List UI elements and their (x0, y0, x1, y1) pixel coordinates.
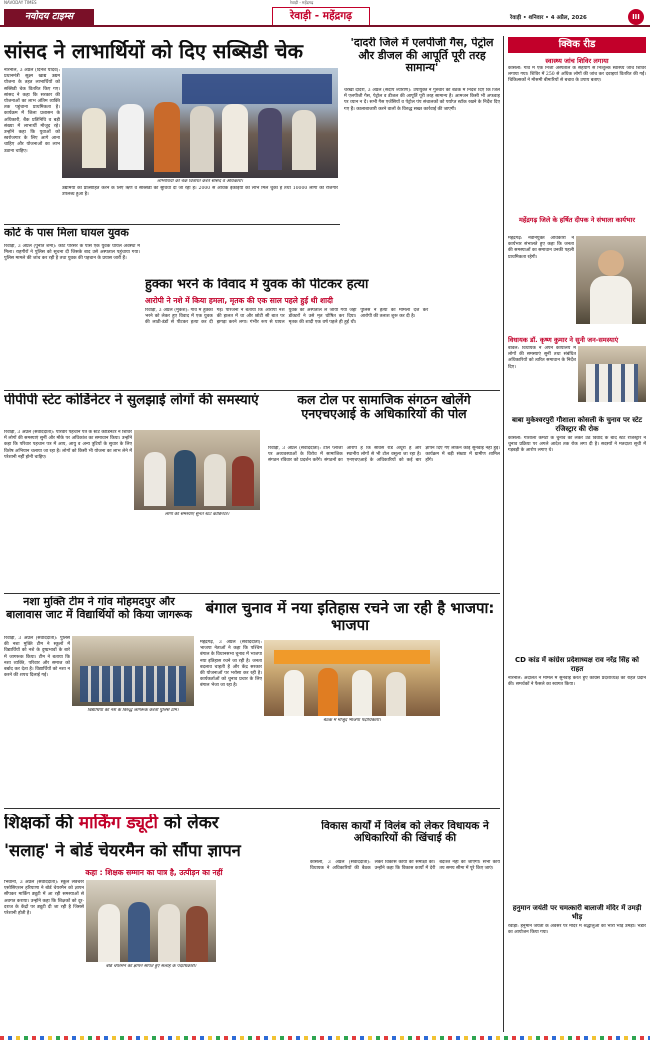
brief3-photo (578, 346, 646, 402)
drug-photo (72, 636, 194, 706)
divider (4, 808, 500, 809)
brief3-body: बावल: विधायक ने अपने कार्यालय में लोगों की समस्याएं सुनीं तथा संबंधित अधिकारियों को त्वरित समाधान के निर्देश दिए। (508, 346, 576, 370)
brief1-title: स्वास्थ्य जांच शिविर लगाया (545, 57, 609, 65)
divider (4, 224, 340, 225)
court-body: रिवाड़ी, 3 अप्रैल (पुनीत शर्मा): कोर्ट परिसर के पास एक युवक घायल अवस्था में मिला। राहगीरों ने पुलिस को सूचना दी जिसके बाद उसे अस्पताल पहुंचाया गया। पुलिस मामले की जांच कर रही है तथा युवक की पहचान के प्रयास जारी हैं। (4, 244, 140, 262)
court-headline: कोर्ट के पास मिला घायल युवक (4, 227, 129, 239)
mla-headline: विकास कार्यों में विलंब को लेकर विधायक ने अधिकारियों की खिंचाई की (321, 820, 489, 845)
bengal-headline: बंगाल चुनाव में नया इतिहास रचने जा रही है भाजपा: भाजपा (205, 600, 495, 635)
teacher-headline-line2: 'सलाह' ने बोर्ड चेयरमैन को सौंपा ज्ञापन (4, 842, 241, 860)
drug-headline: नशा मुक्ति टीम ने गांव मोहमदपुर और बालावास जाट में विद्यार्थियों को किया जागरूक (6, 596, 192, 621)
brief2-title: महेंद्रगढ़ जिले के हर्षित दीपक ने संभाला कार्यभार (519, 216, 635, 224)
brief5-title: CD कांड में कांग्रेस प्रदेशाध्यक्ष राव नरेंद्र सिंह को राहत (515, 656, 639, 673)
hookah-subhead: आरोपी ने नशे में किया हमला, मृतक की एक साल पहले हुई थी शादी (145, 296, 333, 305)
top-strip-left: NAVODAY TIMES (4, 0, 37, 5)
teacher-headline-part2: को लेकर (163, 814, 219, 833)
brief2-photo (576, 236, 646, 324)
mla-body: कोसली, 3 अप्रैल (संवाददाता): विधायक ने अधिकारियों की बैठक लेकर विकास कार्यों की समीक्षा की। उन्होंने कहा कि विकास कार्यों में देरी बर्दाश्त नहीं की जाएगी। सभी कार्य तय समय सीमा में पूरे किए जाएं। (310, 860, 500, 872)
brief4-body: कोसली: गौशाला कमेटी के चुनाव को लेकर उठे विवाद के बाद स्टेट रजिस्ट्रार ने चुनाव प्रक्रिया पर अगले आदेश तक रोक लगा दी है। सदस्यों ने मतदाता सूची में गड़बड़ी के आरोप लगाए थे। (508, 436, 646, 454)
lead-headline: सांसद ने लाभार्थियों को दिए सब्सिडी चेक (4, 40, 303, 63)
sidebar-divider (503, 36, 504, 1032)
brief1-body: कोसली: गांव में एक निजी अस्पताल के सहयोग से निःशुल्क स्वास्थ्य जांच शिविर लगाया गया। शिविर में 250 से अधिक लोगों की जांच कर दवाइयां वितरित की गईं। चिकित्सकों ने मौसमी बीमारियों से बचाव के उपाय बताए। (508, 66, 646, 84)
drug-photo-caption: विद्यार्थियों को नशे के विरुद्ध जागरूक करती पुलिस टीम। (87, 708, 179, 713)
ppp-headline: पीपीपी स्टेट कोर्डिनेटर ने सुलझाई लोगों की समस्याएं (4, 393, 259, 408)
masthead-date: रेवाड़ी • शनिवार • 4 अप्रैल, 2026 (510, 15, 587, 21)
teacher-headline-part1: शिक्षकों की (4, 814, 73, 833)
hookah-body: रिवाड़ी, 3 अप्रैल (मुकेश): गांव में हुक्का भरने को लेकर हुए विवाद में एक युवक की लाठी-डंडों से पीटकर हत्या कर दी गई। परिजनों ने बताया कि आरोपी नशे की हालत में था और छोटी सी बात पर झगड़ा करने लगा। गंभीर रूप से घायल युवक को अस्पताल ले जाया गया जहां डॉक्टरों ने उसे मृत घोषित कर दिया। मृतक की शादी एक वर्ष पहले ही हुई थी। पुलिस ने हत्या का मामला दर्ज कर आरोपी की तलाश शुरू कर दी है। (145, 308, 429, 326)
lead-photo-caption: लाभार्थियों को चेक वितरित करते सांसद व अधिकारी। (157, 179, 243, 184)
drug-body: रिवाड़ी, 3 अप्रैल (संवाददाता): पुलिस की नशा मुक्ति टीम ने स्कूलों में विद्यार्थियों को नशे के दुष्प्रभावों के बारे में जागरूक किया। टीम ने बताया कि नशा व्यक्ति, परिवार और समाज को बर्बाद कर देता है। विद्यार्थियों को नशा न करने की शपथ दिलाई गई। (4, 636, 70, 679)
lead-body-col1: नारनौल, 3 अप्रैल (दिनेश यादव): प्रधानमंत्री सूक्ष्म खाद्य उद्यम योजना के तहत लाभार्थियों को सब्सिडी चेक वितरित किए गए। सांसद ने कहा कि सरकार की योजनाओं का लाभ अंतिम व्यक्ति तक पहुंचाना प्राथमिकता है। कार्यक्रम में जिला प्रशासन के अधिकारी, बैंक प्रतिनिधि व बड़ी संख्या में लाभार्थी मौजूद रहे। उन्होंने कहा कि युवाओं को स्वरोजगार के लिए आगे आना चाहिए और योजनाओं का लाभ उठाना चाहिए। (4, 68, 60, 154)
lead-photo (62, 68, 338, 178)
ppp-photo-caption: लोगों की समस्याएं सुनते स्टेट कोर्डिनेटर। (164, 512, 230, 517)
gas-headline: 'दादरी जिले में एलपीजी गैस, पेट्रोल और डीजल की आपूर्ति पूरी तरह सामान्य' (350, 37, 494, 75)
sidebar-banner: क्विक रीड (508, 37, 646, 53)
ppp-photo (134, 430, 260, 510)
teacher-subhead: कहा : शिक्षक सम्मान का पात्र है, उत्पीड़न का नहीं (85, 868, 223, 877)
top-strip-center: रेवाड़ी - महेंद्रगढ़ (290, 0, 314, 5)
top-strip (0, 0, 650, 7)
bottom-color-dots (0, 1033, 650, 1043)
brief6-title: हनुमान जयंती पर चमत्कारी बालाजी मंदिर में उमड़ी भीड़ (512, 904, 642, 921)
brief5-body: नारनौल: अदालत ने मामले में सुनवाई करते हुए कांग्रेस प्रदेशाध्यक्ष को राहत प्रदान की। समर्थकों ने फैसले का स्वागत किया। (508, 676, 646, 688)
toll-headline: कल टोल पर सामाजिक संगठन खोलेंगे एनएचएआई के अधिकारियों की पोल (297, 393, 471, 422)
toll-body: रिवाड़ी, 3 अप्रैल (संवाददाता): टोल प्लाजा पर अव्यवस्थाओं के विरोध में सामाजिक संगठन रविवार को प्रदर्शन करेंगे। संगठनों का आरोप है कि सर्विस रोड अधूरी है और स्थानीय लोगों से भी टोल वसूला जा रहा है। एनएचएआई के अधिकारियों को कई बार ज्ञापन दिए गए लेकिन कोई सुनवाई नहीं हुई। कार्यक्रम में बड़ी संख्या में ग्रामीण शामिल होंगे। (268, 446, 500, 464)
ppp-body: रिवाड़ी, 3 अप्रैल (संवाददाता): परिवार पहचान पत्र के स्टेट कोर्डिनेटर ने शिविर में लोगों की समस्याएं सुनीं और मौके पर अधिकांश का समाधान किया। उन्होंने कहा कि परिवार पहचान पत्र में आय, आयु व अन्य त्रुटियों के सुधार के लिए विशेष अभियान चलाया जा रहा है। लोगों को किसी भी योजना का लाभ लेने में परेशानी नहीं होनी चाहिए। (4, 430, 132, 460)
gas-body: चरखी दादरी, 3 अप्रैल (संदीप श्योराण): उपायुक्त ने गुरुवार को बैठक में निर्देश दिए कि जिले में एलपीजी गैस, पेट्रोल व डीजल की आपूर्ति पूरी तरह सामान्य है। आमजन किसी भी अफवाह पर ध्यान न दें। सभी गैस एजेंसियों व पेट्रोल पंप संचालकों को पर्याप्त स्टॉक रखने के निर्देश दिए गए हैं। कालाबाजारी करने वालों के विरुद्ध सख्त कार्रवाई की जाएगी। (344, 88, 500, 112)
page-number: III (628, 9, 644, 25)
bengal-body: महेंद्रगढ़, 3 अप्रैल (संवाददाता): भाजपा नेताओं ने कहा कि पश्चिम बंगाल के विधानसभा चुनाव में भाजपा नया इतिहास रचने जा रही है। जनता बदलाव चाहती है और केंद्र सरकार की योजनाओं पर भरोसा कर रही है। कार्यकर्ताओं को चुनाव प्रचार के लिए बंगाल भेजा जा रहा है। (200, 640, 262, 689)
hookah-headline: हुक्का भरने के विवाद में युवक की पीटकर हत्या (145, 278, 369, 292)
brief4-title: बाबा मुकेश्वरपुरी गौशाला कोसली के चुनाव पर स्टेट रजिस्ट्रार की रोक (511, 416, 643, 433)
brief2-body: महेंद्रगढ़: नवनियुक्त अधिकारी ने कार्यभार संभालते हुए कहा कि जनता की समस्याओं का समाधान उनकी पहली प्राथमिकता रहेगी। (508, 236, 574, 260)
teacher-headline-line1 (4, 814, 304, 834)
masthead-logo: नवोदय टाइम्स (4, 9, 94, 25)
teacher-photo-caption: बोर्ड चेयरमैन को ज्ञापन सौंपते हुए सलाह के पदाधिकारी। (105, 964, 197, 969)
masthead-page-label: रेवाड़ी - महेंद्रगढ़ (272, 7, 370, 27)
bengal-photo-caption: बैठक में मौजूद भाजपा पदाधिकारी। (323, 718, 381, 723)
lead-body-col2: उद्यमियों को प्रोत्साहित करने के लिए ऋण व सब्सिडी की सुविधा दी जा रही है। 2000 से अधिक इकाइयों को लाभ मिल चुका है तथा 10000 लोगों को रोजगार उपलब्ध हुआ है। (62, 186, 338, 198)
divider (4, 593, 500, 594)
teacher-body: भिवानी, 3 अप्रैल (संवाददाता): स्कूल लेक्चरर एसोसिएशन हरियाणा ने बोर्ड चेयरमैन को ज्ञापन सौंपकर मार्किंग ड्यूटी में आ रही समस्याओं से अवगत कराया। उन्होंने कहा कि शिक्षकों को दूर-दराज के केंद्रों पर ड्यूटी दी जा रही है जिससे परेशानी होती है। (4, 880, 84, 917)
teacher-headline-highlight: मार्किंग ड्यूटी (78, 814, 158, 833)
divider (4, 390, 500, 391)
masthead (0, 7, 650, 27)
bengal-photo (264, 640, 440, 716)
brief3-title: विधायक डॉ. कृष्ण कुमार ने सुनी जन-समस्याएं (508, 336, 619, 344)
brief6-body: रेवाड़ी: हनुमान जयंती के अवसर पर मंदिर में श्रद्धालुओं की भारी भीड़ उमड़ी। भंडारे का आयोजन किया गया। (508, 924, 646, 936)
teacher-photo (86, 880, 216, 962)
